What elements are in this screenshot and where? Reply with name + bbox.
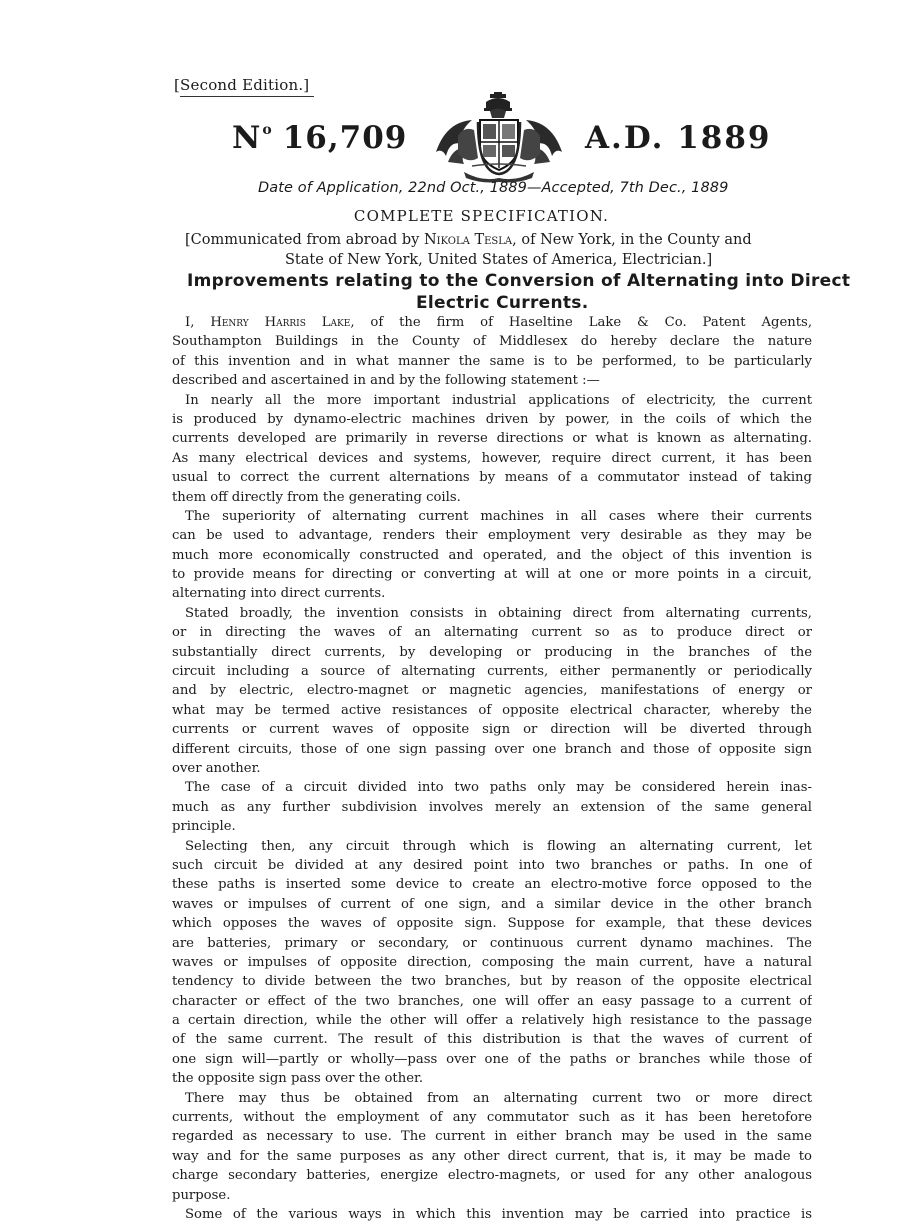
paragraph-line: alternating into direct currents.: [172, 586, 386, 602]
paragraph-line: are batteries, primary or secondary, or continuous current dynamo machines. The: [172, 935, 812, 951]
paragraph-line: described and ascertained in and by the following statement :—: [172, 373, 600, 389]
patent-number: [232, 120, 407, 156]
paragraph-line: waves or impulses of current of one sign, and a similar device in the other branch: [172, 896, 812, 912]
title-line-2: Electric Currents.: [416, 293, 589, 313]
line-text: , of the firm of Haseltine Lake & Co. Patent Agents,: [350, 315, 812, 330]
paragraph-line: to provide means for directing or converting at will at one or more points in a circuit,: [172, 567, 812, 583]
number-superscript: o: [262, 122, 273, 138]
paragraph-line: The case of a circuit divided into two paths only may be considered herein inas-: [185, 780, 812, 796]
applicant-name: Henry Harris Lake: [210, 315, 351, 330]
patent-year: A.D. 1889: [585, 120, 772, 156]
paragraph-line: over another.: [172, 760, 261, 776]
paragraph-line: much as any further subdivision involves merely an extension of the same general: [172, 799, 812, 815]
paragraph-line: waves or impulses of opposite direction, composing the main current, have a natural: [172, 954, 812, 970]
paragraph-line: Stated broadly, the invention consists in obtaining direct from alternating currents,: [185, 605, 812, 621]
paragraph-line: a certain direction, while the other will offer a relatively high resistance to the passage: [172, 1013, 812, 1029]
paragraph-line: principle.: [172, 819, 236, 835]
paragraph-line: The superiority of alternating current machines in all cases where their currents: [185, 508, 812, 524]
paragraph-line: currents, without the employment of any commutator such as it has been heretofore: [172, 1110, 812, 1126]
paragraph-line: regarded as necessary to use. The current in either branch may be used in the same: [172, 1129, 812, 1145]
paragraph-line: can be used to advantage, renders their employment very desirable as they may be: [172, 528, 812, 544]
communicated-line-1: [185, 230, 805, 250]
paragraph-line: or in directing the waves of an alternating current so as to produce direct or: [172, 625, 812, 641]
paragraph-line: tendency to divide between the two branches, but by reason of the opposite electrical: [172, 974, 812, 990]
paragraph-line: these paths is inserted some device to create an electro-motive force opposed to the: [172, 877, 812, 893]
paragraph-line: [172, 313, 812, 332]
paragraph-line: different circuits, those of one sign passing over one branch and those of opposite sign: [172, 741, 812, 757]
paragraph-line: such circuit be divided at any desired point into two branches or paths. In one of: [172, 857, 812, 873]
paragraph-line: much more economically constructed and operated, and the object of this invention is: [172, 547, 812, 563]
paragraph-line: There may thus be obtained from an alternating current two or more direct: [185, 1090, 812, 1106]
specification-heading: COMPLETE SPECIFICATION.: [353, 207, 610, 225]
paragraph-line: substantially direct currents, by developing or producing in the branches of the: [172, 644, 812, 660]
paragraph-line: Some of the various ways in which this invention may be carried into practice is: [185, 1206, 812, 1222]
paragraph-line: one sign will—partly or wholly—pass over one of the paths or branches while those of: [172, 1051, 812, 1067]
paragraph-line: Southampton Buildings in the County of Middlesex do hereby declare the nature: [172, 334, 812, 350]
paragraph-line: currents developed are primarily in reverse directions or what is known as alternating.: [172, 431, 812, 447]
paragraph-line: In nearly all the more important industrial applications of electricity, the current: [185, 392, 812, 408]
paragraph-line: them off directly from the generating coils.: [172, 489, 461, 505]
communicated-text: , of New York, in the County and: [512, 232, 752, 248]
communicated-text: [Communicated from abroad by: [185, 232, 424, 248]
specification-body: [172, 313, 812, 1224]
paragraph-line: As many electrical devices and systems, however, require direct current, it has been: [172, 450, 812, 466]
paragraph-line: character or effect of the two branches, one will offer an easy passage to a current of: [172, 993, 812, 1009]
paragraph-line: purpose.: [172, 1187, 231, 1203]
number-prefix: N: [232, 120, 262, 156]
paragraph-line: Selecting then, any circuit through which is flowing an alternating current, let: [185, 838, 812, 854]
paragraph-line: usual to correct the current alternations by means of a commutator instead of taking: [172, 470, 812, 486]
royal-coat-of-arms-icon: [428, 92, 570, 184]
paragraph-line: what may be termed active resistances of opposite electrical character, whereby the: [172, 702, 812, 718]
paragraph-line: way and for the same purposes as any other direct current, that is, it may be made to: [172, 1148, 812, 1164]
paragraph-line: currents or current waves of opposite sign or direction will be diverted through: [172, 722, 812, 738]
communicated-note: [185, 230, 805, 270]
paragraph-line: the opposite sign pass over the other.: [172, 1071, 424, 1087]
paragraph-line: is produced by dynamo-electric machines driven by power, in the coils of which the: [172, 411, 812, 427]
inventor-name: Nikola Tesla: [423, 232, 513, 248]
paragraph-line: circuit including a source of alternating currents, either permanently or periodically: [172, 664, 812, 680]
paragraph-line: of the same current. The result of this distribution is that the waves of current of: [172, 1032, 812, 1048]
edition-underline: [180, 96, 314, 97]
communicated-line-2: State of New York, United States of America, Electrician.]: [285, 252, 713, 268]
paragraph-line: of this invention and in what manner the same is to be performed, to be particularly: [172, 353, 812, 369]
patent-title: [187, 270, 851, 314]
edition-label: [Second Edition.]: [174, 76, 310, 94]
paragraph-line: charge secondary batteries, energize electro-magnets, or used for any other analogous: [172, 1168, 812, 1184]
line-text: I,: [185, 315, 211, 330]
paragraph-line: and by electric, electro-magnet or magnetic agencies, manifestations of energy or: [172, 683, 812, 699]
number-value: 16,709: [282, 120, 408, 156]
paragraph-line: which opposes the waves of opposite sign. Suppose for example, that these devices: [172, 916, 812, 932]
application-dates: Date of Application, 22nd Oct., 1889—Accepted, 7th Dec., 1889: [258, 180, 729, 196]
title-line-1: Improvements relating to the Conversion of Alternating into Direct: [187, 271, 851, 291]
